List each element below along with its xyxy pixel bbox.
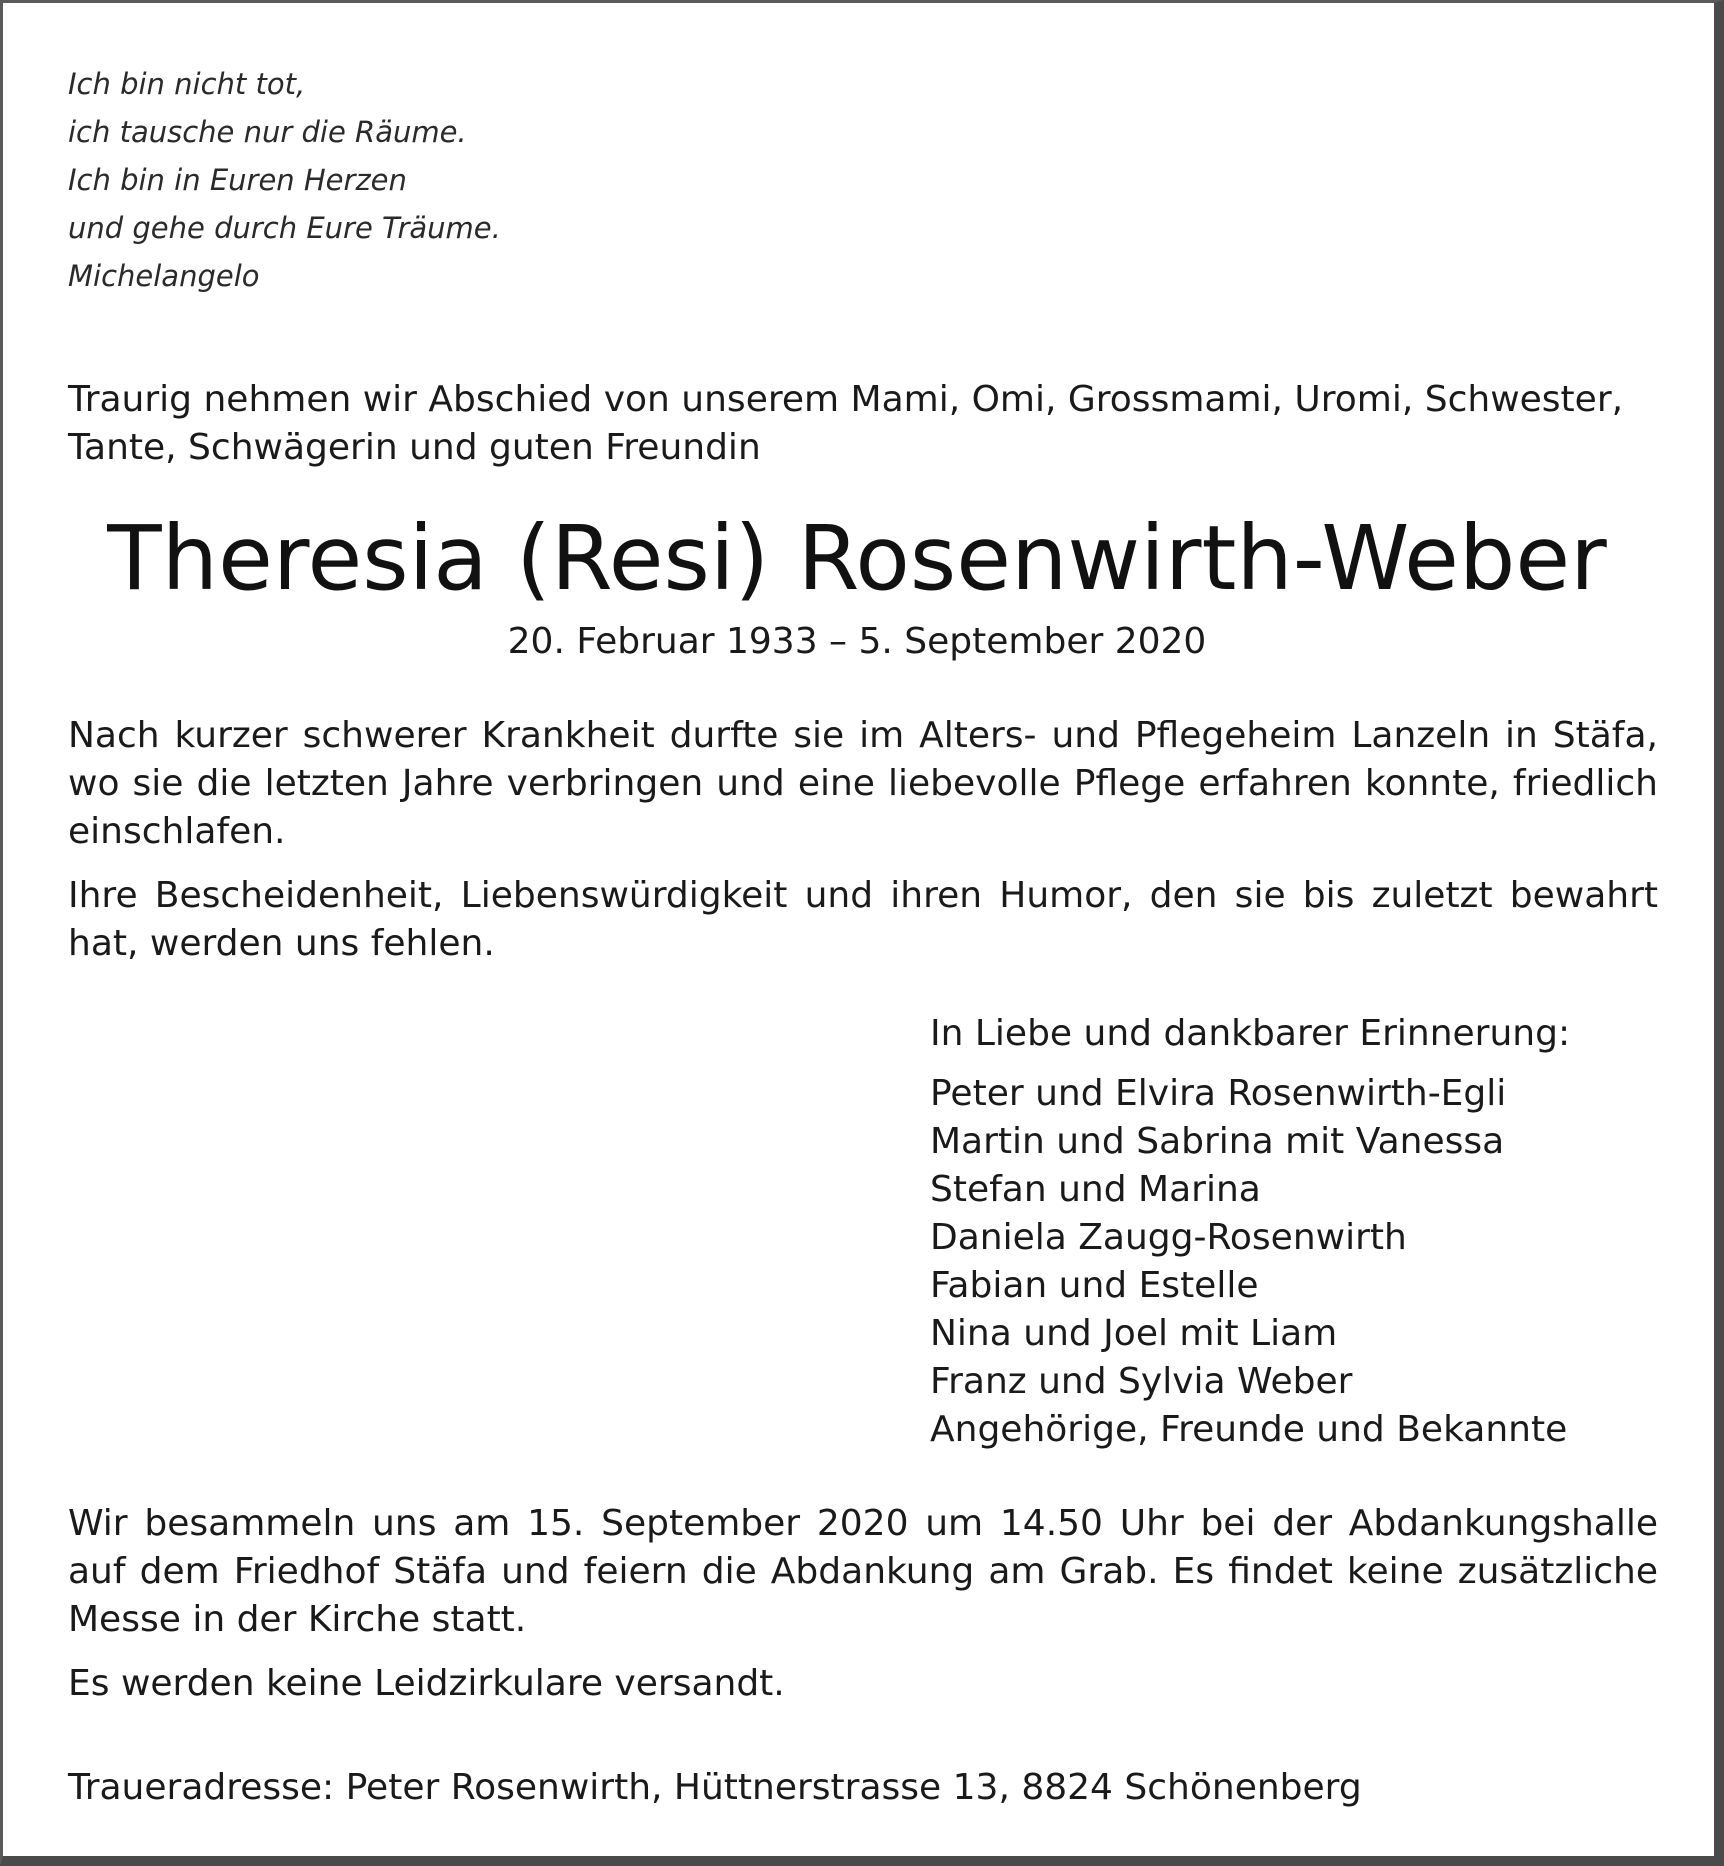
family-member: Daniela Zaugg-Rosenwirth [930,1217,1407,1258]
poem-quote [68,60,501,300]
intro-line: Traurig nehmen wir Abschied von unserem Mami, Omi, Grossmami, Uromi, Schwester, [68,379,1624,420]
family-member: Martin und Sabrina mit Vanessa [930,1121,1505,1162]
family-member: Nina und Joel mit Liam [930,1313,1338,1354]
paragraph-ceremony: Wir besammeln uns am 15. September 2020 um 14.50 Uhr bei der Abdankungshalle auf dem Friedhof Stäfa und feiern die Abdankung am Grab. Es findet keine zusätzliche Messe in der Kirche statt. [68,1503,1658,1640]
poem-line: Ich bin in Euren Herzen [68,163,407,197]
paragraph-notice: Es werden keine Leidzirkulare versandt. [68,1663,785,1704]
poem-line: ich tausche nur die Räume. [68,115,467,149]
intro-text [68,376,1658,472]
family-member: Angehörige, Freunde und Bekannte [930,1409,1568,1450]
deceased-name: Theresia (Resi) Rosenwirth-Weber [107,506,1607,610]
family-member: Franz und Sylvia Weber [930,1361,1353,1402]
paragraph-passing: Nach kurzer schwerer Krankheit durfte sie im Alters- und Pflegeheim Lanzeln in Stäfa, wo sie die letzten Jahre verbringen und eine liebevolle Pflege erfahren konnte, friedlich einschlafen. [68,715,1658,852]
mourning-address: Traueradresse: Peter Rosenwirth, Hüttnerstrasse 13, 8824 Schönenberg [68,1767,1362,1808]
intro-line: Tante, Schwägerin und guten Freundin [68,427,761,468]
poem-author: Michelangelo [68,259,260,293]
life-dates: 20. Februar 1933 – 5. September 2020 [507,621,1207,662]
poem-line: Ich bin nicht tot, [68,67,306,101]
paragraph-remembrance: Ihre Bescheidenheit, Liebenswürdigkeit und ihren Humor, den sie bis zuletzt bewahrt hat, werden uns fehlen. [68,875,1658,964]
family-heading: In Liebe und dankbarer Erinnerung: [930,1013,1571,1054]
family-list [930,1010,1570,1454]
family-member: Peter und Elvira Rosenwirth-Egli [930,1073,1507,1114]
family-member: Stefan und Marina [930,1169,1261,1210]
family-member: Fabian und Estelle [930,1265,1259,1306]
poem-line: und gehe durch Eure Träume. [68,211,501,245]
